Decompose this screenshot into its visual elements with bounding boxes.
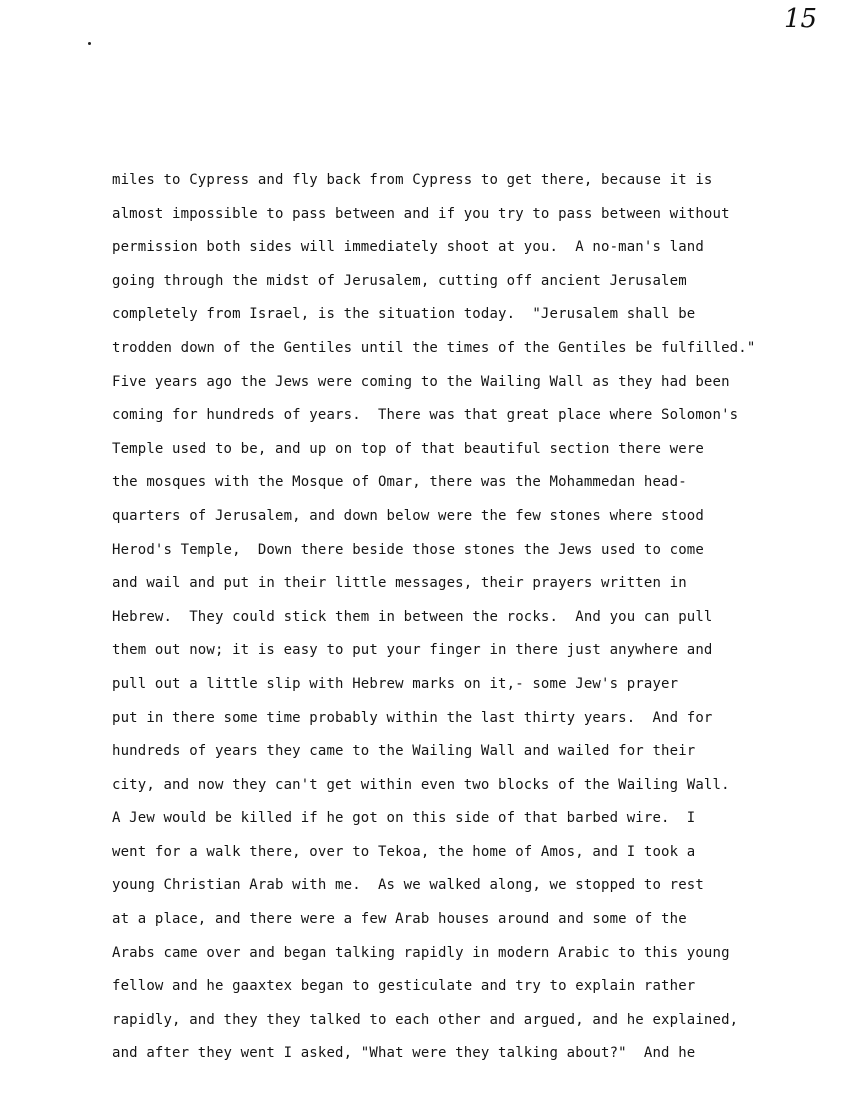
text-line: quarters of Jerusalem, and down below were the few stones where stood <box>112 507 704 524</box>
text-line: put in there some time probably within the last thirty years. And for <box>112 709 713 726</box>
text-line: A Jew would be killed if he got on this side of that barbed wire. I <box>112 810 696 827</box>
text-line: rapidly, and they they talked to each other and argued, and he explained, <box>112 1011 739 1028</box>
text-line: and after they went I asked, "What were they talking about?" And he <box>112 1045 696 1062</box>
text-line: at a place, and there were a few Arab houses around and some of the <box>112 911 687 928</box>
text-line: going through the midst of Jerusalem, cutting off ancient Jerusalem <box>112 272 687 289</box>
text-line: city, and now they can't get within even two blocks of the Wailing Wall. <box>112 776 730 793</box>
text-line: fellow and he gaaxtex began to gesticulate and try to explain rather <box>112 978 696 995</box>
text-line: and wail and put in their little messages, their prayers written in <box>112 575 687 592</box>
text-line: young Christian Arab with me. As we walked along, we stopped to rest <box>112 877 704 894</box>
text-line: them out now; it is easy to put your finger in there just anywhere and <box>112 642 713 659</box>
page-number: 15 <box>784 4 818 34</box>
text-line: permission both sides will immediately shoot at you. A no-man's land <box>112 239 704 256</box>
body-text <box>112 168 852 1075</box>
text-line: the mosques with the Mosque of Omar, there was the Mohammedan head- <box>112 474 687 491</box>
text-line: went for a walk there, over to Tekoa, the home of Amos, and I took a <box>112 843 696 860</box>
text-line: trodden down of the Gentiles until the times of the Gentiles be fulfilled." <box>112 339 756 356</box>
text-line: pull out a little slip with Hebrew marks on it,- some Jew's prayer <box>112 675 679 692</box>
text-line: almost impossible to pass between and if you try to pass between without <box>112 205 730 222</box>
text-line: Five years ago the Jews were coming to the Wailing Wall as they had been <box>112 373 730 390</box>
text-line: Hebrew. They could stick them in between the rocks. And you can pull <box>112 608 713 625</box>
text-line: completely from Israel, is the situation today. "Jerusalem shall be <box>112 306 696 323</box>
text-line: Herod's Temple, Down there beside those stones the Jews used to come <box>112 541 704 558</box>
text-line: coming for hundreds of years. There was that great place where Solomon's <box>112 407 739 424</box>
paper-speck <box>88 42 91 45</box>
text-line: Arabs came over and began talking rapidly in modern Arabic to this young <box>112 944 730 961</box>
text-line: hundreds of years they came to the Wailing Wall and wailed for their <box>112 743 696 760</box>
text-line: miles to Cypress and fly back from Cypress to get there, because it is <box>112 172 713 188</box>
text-line: Temple used to be, and up on top of that beautiful section there were <box>112 440 704 457</box>
